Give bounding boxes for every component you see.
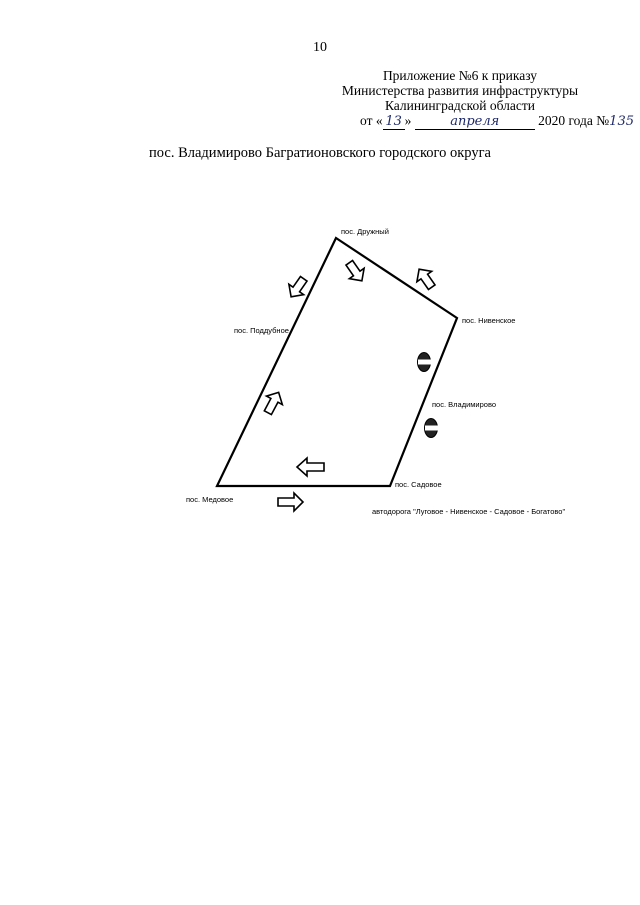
label-medovoe: пос. Медовое bbox=[186, 495, 234, 504]
order-prefix: от « bbox=[360, 113, 383, 128]
no-entry-sign-upper bbox=[418, 353, 432, 372]
document-title: пос. Владимирово Багратионовского городского округа bbox=[149, 145, 491, 161]
arrow-below-south-edge bbox=[278, 493, 303, 511]
header-line-ministry: Министерства развития инфраструктуры bbox=[341, 83, 579, 98]
label-sadovoe: пос. Садовое bbox=[395, 480, 442, 489]
label-poddubnoe: пос. Поддубное bbox=[234, 326, 289, 335]
label-road-name: автодорога "Луговое - Нивенское - Садовое - Богатово" bbox=[372, 507, 566, 516]
order-number: 135 bbox=[609, 114, 634, 129]
arrow-inside-west-edge bbox=[260, 388, 287, 417]
arrow-outside-north-edge bbox=[412, 264, 439, 292]
label-vladimirovo: пос. Владимирово bbox=[432, 400, 497, 409]
header-line-appendix: Приложение №6 к приказу bbox=[382, 68, 538, 83]
order-month: апреля bbox=[415, 114, 535, 130]
no-entry-sign-lower bbox=[425, 419, 439, 438]
label-druzhny: пос. Дружный bbox=[341, 227, 389, 236]
label-nivenskoe: пос. Нивенское bbox=[462, 316, 516, 325]
arrow-inside-south-edge bbox=[297, 458, 324, 476]
arrow-inside-north-edge bbox=[342, 258, 369, 286]
order-day: 13 bbox=[383, 114, 405, 130]
order-mid: » bbox=[404, 113, 412, 128]
page-number: 10 bbox=[313, 40, 327, 55]
order-year-text: 2020 года № bbox=[538, 113, 610, 128]
header-line-region: Калининградской области bbox=[384, 98, 536, 113]
